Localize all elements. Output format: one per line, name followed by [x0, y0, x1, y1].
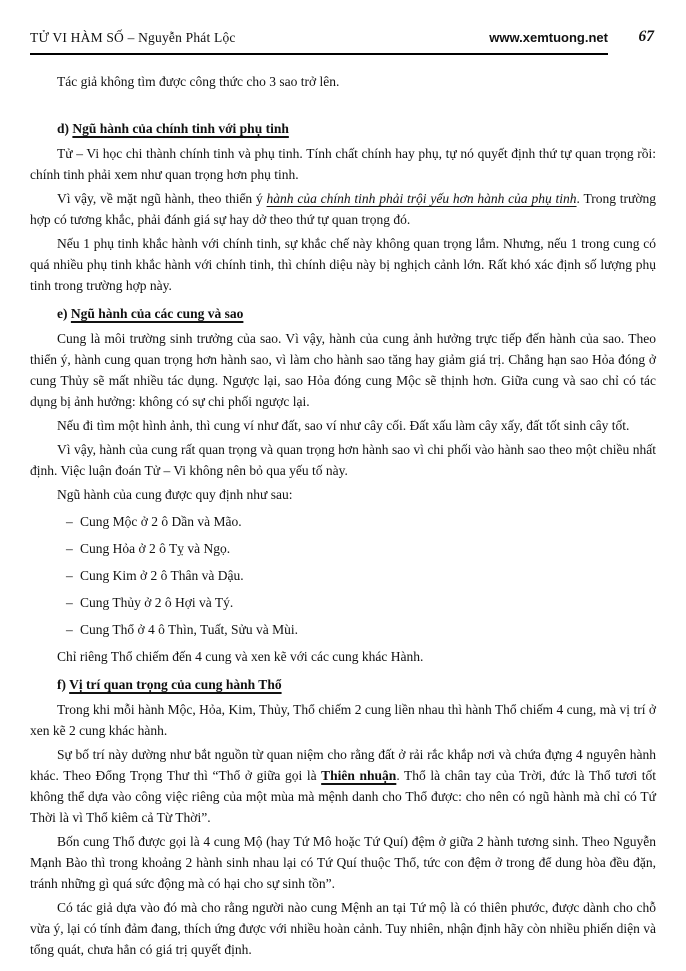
section-d-heading: [30, 118, 656, 139]
paragraph: Ngũ hành của cung được quy định như sau:: [57, 487, 293, 502]
list-dash: –: [66, 514, 73, 529]
page-number: 67: [638, 28, 654, 45]
section-e-label: e): [57, 306, 68, 321]
list-item-text: Cung Thủy ở 2 ô Hợi và Tý.: [80, 595, 234, 610]
intro-paragraph: Tác giả không tìm được công thức cho 3 sao trở lên.: [57, 74, 340, 89]
paragraph: Vì vậy, hành của cung rất quan trọng và quan trọng hơn hành sao vì chi phối vào hành sao theo một chiều nhất định. Việc luận đoán Tử – Vi không nên bỏ qua yếu tố này.: [30, 442, 656, 478]
paragraph-text: . Trong trường hợp có tương khắc, phải đánh giá sự hay dở theo thứ tự quan trọng đó.: [30, 191, 656, 227]
section-e-heading: [30, 303, 656, 324]
book-title: TỬ VI HÀM SỐ – Nguyễn Phát Lộc: [30, 30, 236, 45]
section-f-label: f): [57, 677, 66, 692]
list-item-text: Cung Thổ ở 4 ô Thìn, Tuất, Sửu và Mùi.: [80, 622, 298, 637]
paragraph: Bốn cung Thổ được gọi là 4 cung Mộ (hay Tứ Mô hoặc Tứ Quí) đệm ở giữa 2 hành tương sinh. Theo Nguyễn Mạnh Bào thì trong khoảng 2 hành sinh nhau lại có Tứ Quí thuộc Thổ, tức con đệm ở trong để dung hòa đều đặn, tránh những gì quá sức động mà có hại cho sự sinh tồn”.: [30, 834, 656, 891]
emphasized-term: Thiên nhuận: [321, 768, 397, 783]
section-f-title: Vị trí quan trọng của cung hành Thổ: [69, 677, 282, 692]
cung-list: [30, 511, 656, 640]
list-item: [30, 511, 656, 532]
paragraph-text: Sự bố trí này dường như bắt nguồn từ quan niệm cho rằng đất ở rải rắc khắp nơi và chứa đựng 4 nguyên hành khác. Theo Đổng Trọng Thư thì “Thổ ở giữa gọi là: [30, 747, 656, 783]
paragraph: Chỉ riêng Thổ chiếm đến 4 cung và xen kẽ với các cung khác Hành.: [57, 649, 424, 664]
list-item: [30, 619, 656, 640]
list-item-text: Cung Mộc ở 2 ô Dần và Mão.: [80, 514, 242, 529]
list-item: [30, 538, 656, 559]
list-item-text: Cung Hỏa ở 2 ô Tỵ và Ngọ.: [80, 541, 231, 556]
list-item: [30, 592, 656, 613]
paragraph: [30, 744, 656, 828]
section-e-title: Ngũ hành của các cung và sao: [70, 306, 244, 321]
paragraph-text: Vì vậy, về mặt ngũ hành, theo thiển ý: [57, 191, 267, 206]
paragraph: Trong khi mỗi hành Mộc, Hỏa, Kim, Thủy, Thổ chiếm 2 cung liền nhau thì hành Thổ chiếm 4 cung, mà vị trí ở xen kẽ 2 cung khác hành.: [30, 702, 656, 738]
paragraph: Cung là môi trường sinh trưởng của sao. Vì vậy, hành của cung ảnh hưởng trực tiếp đến hành của sao. Theo thiển ý, hành cung quan trọng hơn hành sao, vì làm cho hành sao tăng hay giảm giá trị. Chẳng hạn sao Hỏa đóng ở cung Thủy sẽ mất nhiều tác dụng. Ngược lại, sao Hỏa đóng cung Mộc sẽ thịnh hơn. Giữa cung và sao chỉ có tác dụng bị ảnh hưởng: không có sự chi phối ngược lại.: [30, 331, 656, 409]
paragraph: [30, 188, 656, 230]
list-dash: –: [66, 568, 73, 583]
list-dash: –: [66, 541, 73, 556]
list-dash: –: [66, 622, 73, 637]
paragraph: Nếu 1 phụ tinh khắc hành với chính tinh, sự khắc chế này không quan trọng lắm. Nhưng, nếu 1 trong cung có quá nhiều phụ tinh khắc hành với chính tinh, thì chính diệu này bị nghịch cảnh lớn. Rất khó xác định số lượng phụ tinh trong trường hợp này.: [30, 236, 656, 293]
section-d-title: Ngũ hành của chính tinh với phụ tinh: [72, 121, 289, 136]
section-d-label: d): [57, 121, 70, 136]
emphasized-phrase: hành của chính tinh phải trội yếu hơn hành của phụ tinh: [266, 191, 577, 206]
list-dash: –: [66, 595, 73, 610]
list-item-text: Cung Kim ở 2 ô Thân và Dậu.: [80, 568, 244, 583]
paragraph: Tử – Vi học chi thành chính tinh và phụ tinh. Tính chất chính hay phụ, tự nó quyết định thứ tự quan trọng rồi: chính tinh phải xem như quan trọng hơn phụ tinh.: [30, 146, 656, 182]
paragraph-text: . Thổ là chân tay của Trời, đức là Thổ tươi tốt không thể dựa vào công việc riêng của một mùa mà mệnh danh cho Thổ được: cho nên có ngũ hành mà chỉ có Tứ Thời là vì Thổ kiêm cả Từ Thời”.: [30, 768, 656, 825]
website-link[interactable]: www.xemtuong.net: [489, 30, 608, 45]
paragraph: Có tác giả dựa vào đó mà cho rằng người nào cung Mệnh an tại Tứ mộ là có thiên phước, được dành cho chỗ vừa ý, lại có tính đảm đang, thích ứng được với nhiều hoàn cảnh. Tuy nhiên, nhận định hãy còn nhiều phiến diện và tổng quát, chưa hẳn có giá trị quyết định.: [30, 900, 656, 957]
header-rule: [30, 30, 608, 55]
page-header: [30, 30, 656, 55]
section-f-heading: [30, 674, 656, 695]
list-item: [30, 565, 656, 586]
paragraph: Nếu đi tìm một hình ảnh, thì cung ví như đất, sao ví như cây cối. Đất xấu làm cây xấy, đất tốt sinh cây tốt.: [57, 418, 630, 433]
